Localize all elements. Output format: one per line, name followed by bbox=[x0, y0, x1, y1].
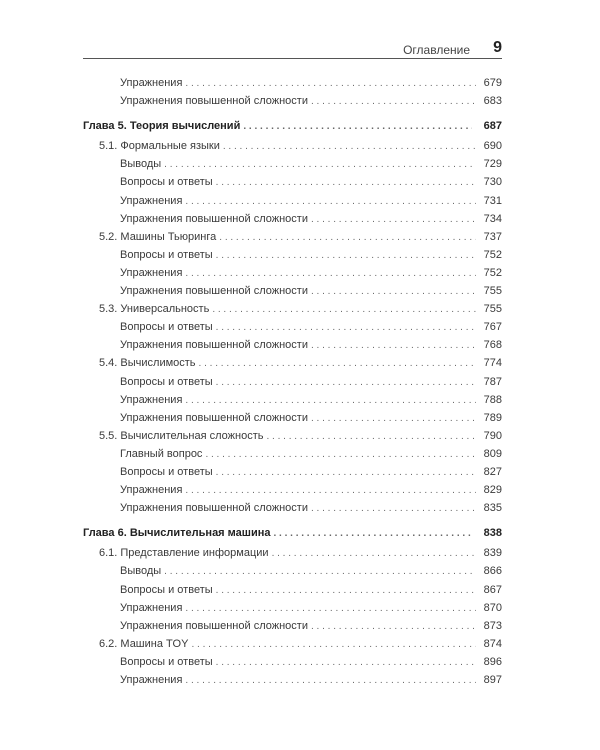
toc-entry-label: Выводы bbox=[120, 158, 162, 171]
toc-entry-label: Вопросы и ответы bbox=[120, 465, 213, 478]
leader-dots bbox=[185, 482, 476, 500]
toc-entry-label: Упражнения bbox=[120, 601, 183, 614]
leader-dots bbox=[311, 500, 476, 518]
leader-dots bbox=[216, 654, 476, 672]
toc-entry-page: 874 bbox=[483, 637, 502, 650]
leader-dots bbox=[216, 174, 476, 192]
toc-subsection-entry bbox=[83, 318, 502, 336]
toc-subsection-entry bbox=[83, 210, 502, 228]
toc-entry-label: Упражнения повышенной сложности bbox=[120, 619, 308, 632]
leader-dots bbox=[311, 211, 476, 229]
toc-subsection-entry bbox=[83, 336, 502, 354]
toc-section-entry bbox=[83, 300, 502, 318]
toc-entry-label: Упражнения повышенной сложности bbox=[120, 502, 308, 515]
toc-subsection-entry bbox=[83, 409, 502, 427]
toc-subsection-entry bbox=[83, 562, 502, 580]
toc-entry-label: Упражнения bbox=[120, 484, 183, 497]
toc-entry-label: Упражнения повышенной сложности bbox=[120, 212, 308, 225]
leader-dots bbox=[223, 138, 476, 156]
toc-entry-page: 809 bbox=[483, 447, 502, 460]
toc-entry-page: 870 bbox=[483, 601, 502, 614]
leader-dots bbox=[185, 265, 476, 283]
leader-dots bbox=[311, 410, 476, 428]
leader-dots bbox=[212, 301, 476, 319]
toc-subsection-entry bbox=[83, 463, 502, 481]
toc-entry-page: 734 bbox=[483, 212, 502, 225]
toc-section-entry bbox=[83, 228, 502, 246]
toc-entry-page: 829 bbox=[483, 484, 502, 497]
toc-entry-page: 787 bbox=[483, 375, 502, 388]
leader-dots bbox=[311, 618, 476, 636]
toc-entry-label: Вопросы и ответы bbox=[120, 321, 213, 334]
page-number: 9 bbox=[493, 39, 502, 56]
toc-entry-page: 737 bbox=[483, 230, 502, 243]
toc-subsection-entry bbox=[83, 653, 502, 671]
toc-subsection-entry bbox=[83, 74, 502, 92]
toc-entry-label: Упражнения повышенной сложности bbox=[120, 339, 308, 352]
toc-entry-label: Упражнения bbox=[120, 77, 183, 89]
toc-entry-page: 729 bbox=[483, 158, 502, 171]
toc-section-entry bbox=[83, 137, 502, 155]
toc-entry-label: Упражнения bbox=[120, 393, 183, 406]
leader-dots bbox=[191, 636, 476, 654]
toc-entry-page: 790 bbox=[483, 429, 502, 442]
toc-subsection-entry bbox=[83, 282, 502, 300]
leader-dots bbox=[266, 428, 476, 446]
toc-subsection-entry bbox=[83, 599, 502, 617]
leader-dots bbox=[164, 563, 476, 581]
toc-entry-label: Вопросы и ответы bbox=[120, 176, 213, 189]
toc-entry-page: 730 bbox=[483, 176, 502, 189]
toc-section-entry bbox=[83, 427, 502, 445]
toc-entry-label: Упражнения повышенной сложности bbox=[120, 411, 308, 424]
toc-entry-page: 873 bbox=[483, 619, 502, 632]
table-of-contents bbox=[83, 74, 502, 689]
running-header bbox=[83, 38, 502, 59]
toc-subsection-entry bbox=[83, 671, 502, 689]
toc-entry-page: 768 bbox=[483, 339, 502, 352]
leader-dots bbox=[216, 247, 476, 265]
toc-entry-label: 5.4. Вычислимость bbox=[99, 357, 196, 370]
toc-entry-label: 5.3. Универсальность bbox=[99, 303, 210, 316]
leader-dots bbox=[199, 355, 476, 373]
header-title: Оглавление bbox=[403, 43, 470, 57]
leader-dots bbox=[219, 229, 476, 247]
leader-dots bbox=[273, 525, 472, 543]
toc-entry-page: 687 bbox=[483, 120, 502, 133]
toc-entry-page: 835 bbox=[483, 502, 502, 515]
leader-dots bbox=[185, 75, 476, 93]
toc-entry-page: 690 bbox=[483, 140, 502, 153]
toc-entry-label: 5.1. Формальные языки bbox=[99, 140, 220, 153]
toc-entry-page: 679 bbox=[483, 77, 502, 89]
toc-section-entry bbox=[83, 354, 502, 372]
toc-entry-page: 767 bbox=[483, 321, 502, 334]
toc-subsection-entry bbox=[83, 373, 502, 391]
toc-entry-page: 866 bbox=[483, 565, 502, 578]
toc-entry-page: 755 bbox=[483, 285, 502, 298]
toc-subsection-entry bbox=[83, 481, 502, 499]
toc-entry-label: 6.2. Машина TOY bbox=[99, 637, 189, 650]
toc-entry-label: Вопросы и ответы bbox=[120, 375, 213, 388]
toc-subsection-entry bbox=[83, 92, 502, 110]
toc-entry-label: Главный вопрос bbox=[120, 447, 203, 460]
toc-entry-label: Вопросы и ответы bbox=[120, 583, 213, 596]
toc-subsection-entry bbox=[83, 499, 502, 517]
toc-subsection-entry bbox=[83, 192, 502, 210]
toc-subsection-entry bbox=[83, 581, 502, 599]
toc-entry-label: Упражнения bbox=[120, 674, 183, 686]
toc-entry-page: 731 bbox=[483, 194, 502, 207]
toc-entry-page: 838 bbox=[483, 527, 502, 540]
toc-section-entry bbox=[83, 635, 502, 653]
toc-entry-label: Упражнения повышенной сложности bbox=[120, 285, 308, 298]
leader-dots bbox=[164, 156, 476, 174]
toc-entry-label: Упражнения bbox=[120, 194, 183, 207]
toc-entry-label: Выводы bbox=[120, 565, 162, 578]
leader-dots bbox=[216, 374, 476, 392]
toc-entry-page: 896 bbox=[483, 655, 502, 668]
toc-entry-page: 827 bbox=[483, 465, 502, 478]
toc-entry-page: 867 bbox=[483, 583, 502, 596]
toc-entry-page: 774 bbox=[483, 357, 502, 370]
toc-entry-label: Упражнения повышенной сложности bbox=[120, 95, 308, 108]
toc-entry-page: 752 bbox=[483, 248, 502, 261]
toc-subsection-entry bbox=[83, 173, 502, 191]
leader-dots bbox=[216, 464, 476, 482]
toc-entry-page: 788 bbox=[483, 393, 502, 406]
toc-entry-page: 897 bbox=[483, 674, 502, 686]
toc-chapter-entry bbox=[83, 524, 502, 542]
leader-dots bbox=[185, 672, 476, 690]
toc-entry-label: Вопросы и ответы bbox=[120, 655, 213, 668]
toc-entry-page: 789 bbox=[483, 411, 502, 424]
toc-subsection-entry bbox=[83, 264, 502, 282]
toc-entry-label: Глава 6. Вычислительная машина bbox=[83, 527, 271, 540]
toc-entry-label: 5.2. Машины Тьюринга bbox=[99, 230, 217, 243]
toc-subsection-entry bbox=[83, 246, 502, 264]
toc-subsection-entry bbox=[83, 445, 502, 463]
leader-dots bbox=[185, 392, 476, 410]
toc-subsection-entry bbox=[83, 617, 502, 635]
leader-dots bbox=[311, 283, 476, 301]
toc-entry-label: Вопросы и ответы bbox=[120, 248, 213, 261]
leader-dots bbox=[185, 600, 476, 618]
leader-dots bbox=[216, 582, 476, 600]
toc-subsection-entry bbox=[83, 155, 502, 173]
toc-entry-page: 755 bbox=[483, 303, 502, 316]
leader-dots bbox=[272, 545, 476, 563]
toc-entry-label: 6.1. Представление информации bbox=[99, 547, 269, 560]
toc-subsection-entry bbox=[83, 391, 502, 409]
leader-dots bbox=[185, 193, 476, 211]
toc-section-entry bbox=[83, 544, 502, 562]
toc-entry-page: 839 bbox=[483, 547, 502, 560]
toc-entry-label: Глава 5. Теория вычислений bbox=[83, 120, 241, 133]
leader-dots bbox=[216, 319, 476, 337]
leader-dots bbox=[243, 118, 472, 136]
toc-chapter-entry bbox=[83, 117, 502, 135]
leader-dots bbox=[205, 446, 476, 464]
toc-entry-page: 683 bbox=[483, 95, 502, 108]
toc-entry-page: 752 bbox=[483, 266, 502, 279]
leader-dots bbox=[311, 337, 476, 355]
toc-entry-label: Упражнения bbox=[120, 266, 183, 279]
toc-entry-label: 5.5. Вычислительная сложность bbox=[99, 429, 264, 442]
leader-dots bbox=[311, 93, 476, 111]
